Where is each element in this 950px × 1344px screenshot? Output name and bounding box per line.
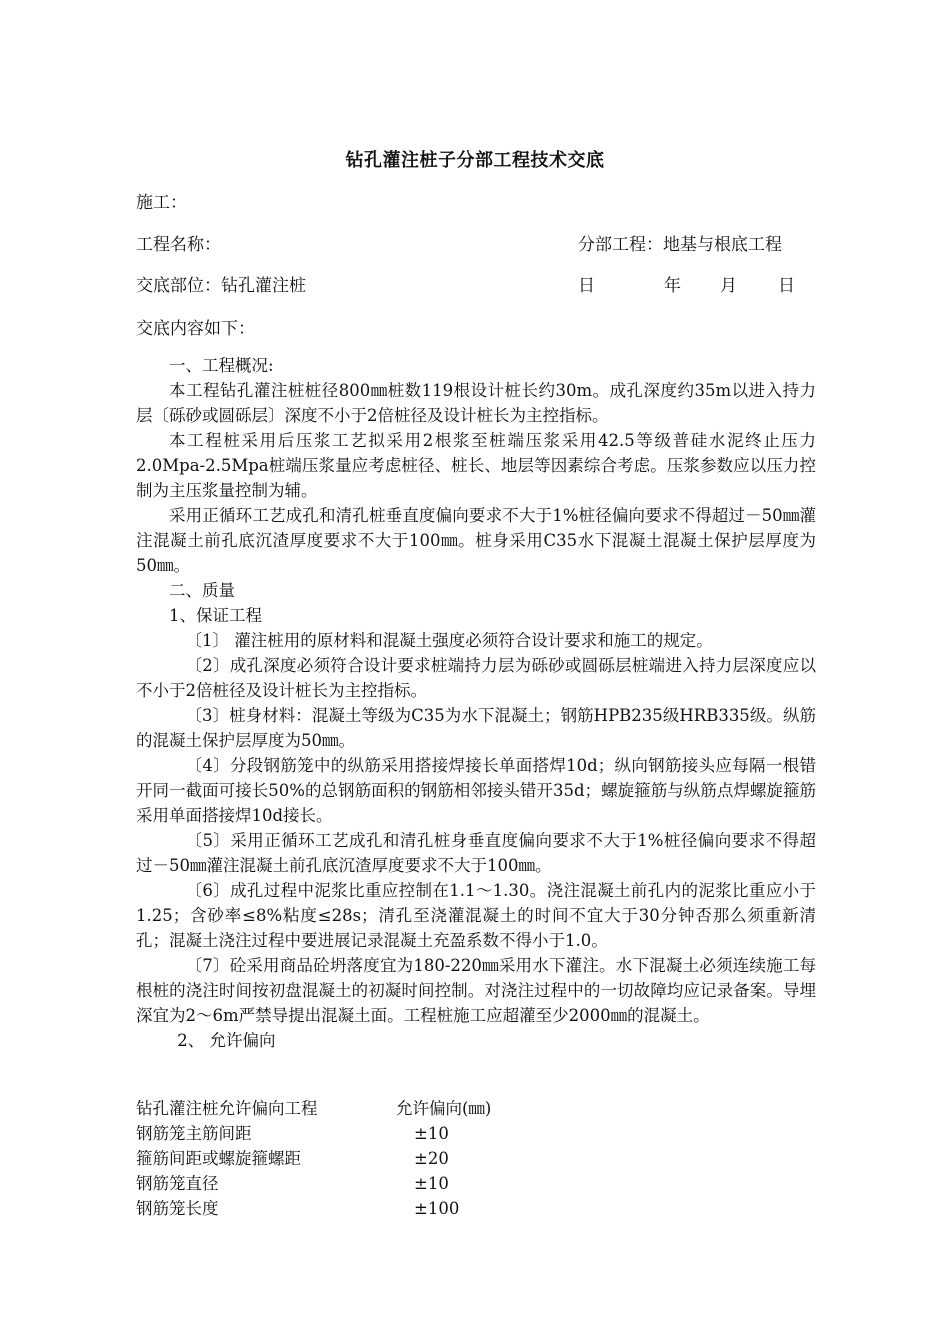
table-cell-value: ±20 bbox=[414, 1149, 449, 1168]
date-day2-label: 日 bbox=[778, 276, 795, 296]
table-cell-value: ±10 bbox=[414, 1124, 449, 1143]
table-cell-value: ±100 bbox=[414, 1199, 460, 1218]
section-2-heading: 二、质量 bbox=[169, 581, 235, 600]
item-6: 〔6〕成孔过程中泥浆比重应控制在1.1～1.30。浇注混凝土前孔内的泥浆比重应小于1.25；含砂率≤8%粘度≤28s；清孔至浇灌混凝土的时间不宜大于30分钟否那么须重新清孔；混凝土浇注过程中要进展记录混凝土充盈系数不得小于1.0。 bbox=[136, 881, 816, 950]
content-intro: 交底内容如下： bbox=[136, 319, 255, 339]
sub-project: 分部工程：地基与根底工程 bbox=[578, 235, 782, 255]
table-cell-item: 钢筋笼长度 bbox=[136, 1199, 219, 1218]
item-2: 〔2〕成孔深度必须符合设计要求桩端持力层为砾砂或圆砾层桩端进入持力层深度应以不小于2倍桩径及设计桩长为主控指标。 bbox=[136, 656, 816, 700]
date-month-label: 月 bbox=[720, 276, 737, 296]
table-cell-value: ±10 bbox=[414, 1174, 449, 1193]
section-1-paragraph-2: 本工程桩采用后压浆工艺拟采用2根浆至桩端压浆采用42.5等级普硅水泥终止压力2.0Mpa-2.5Mpa桩端压浆量应考虑桩径、桩长、地层等因素综合考虑。压浆参数应以压力控制为主压浆量控制为辅。 bbox=[136, 431, 816, 500]
document-title: 钻孔灌注桩子分部工程技术交底 bbox=[345, 150, 605, 171]
section-2-sub-2: 2、 允许偏向 bbox=[177, 1031, 276, 1050]
date-year-label: 年 bbox=[664, 276, 681, 296]
section-1-paragraph-3: 采用正循环工艺成孔和清孔桩垂直度偏向要求不大于1%桩径偏向要求不得超过－50㎜灌注混凝土前孔底沉渣厚度要求不大于100㎜。桩身采用C35水下混凝土混凝土保护层厚度为50㎜。 bbox=[136, 506, 816, 575]
item-5: 〔5〕采用正循环工艺成孔和清孔桩身垂直度偏向要求不大于1%桩径偏向要求不得超过－50㎜灌注混凝土前孔底沉渣厚度要求不大于100㎜。 bbox=[136, 831, 816, 875]
section-1-paragraph-1: 本工程钻孔灌注桩桩径800㎜桩数119根设计桩长约30m。成孔深度约35m以进入持力层〔砾砂或圆砾层〕深度不小于2倍桩径及设计桩长为主控指标。 bbox=[136, 381, 816, 425]
document-body bbox=[136, 353, 816, 1053]
table-cell-item: 钢筋笼主筋间距 bbox=[136, 1124, 252, 1143]
table-cell-item: 钢筋笼直径 bbox=[136, 1174, 219, 1193]
section-1-heading: 一、工程概况: bbox=[169, 356, 274, 375]
item-4: 〔4〕分段钢筋笼中的纵筋采用搭接焊接长单面搭焊10d；纵向钢筋接头应每隔一根错开同一截面可接长50%的总钢筋面积的钢筋相邻接头错开35d；螺旋箍筋与纵筋点焊螺旋箍筋采用单面搭接焊10d接长。 bbox=[136, 756, 816, 825]
item-7: 〔7〕砼采用商品砼坍落度宜为180-220㎜采用水下灌注。水下混凝土必须连续施工每根桩的浇注时间按初盘混凝土的初凝时间控制。对浇注过程中的一切故障均应记录备案。导埋深宜为2～6m严禁导提出混凝土面。工程桩施工应超灌至少2000㎜的混凝土。 bbox=[136, 956, 816, 1025]
construction-label: 施工： bbox=[136, 193, 187, 213]
handover-location: 交底部位：钻孔灌注桩 bbox=[136, 276, 306, 296]
item-1: 〔1〕 灌注桩用的原材料和混凝土强度必须符合设计要求和施工的规定。 bbox=[185, 631, 713, 650]
section-2-sub-1: 1、保证工程 bbox=[169, 606, 262, 625]
table-cell-item: 箍筋间距或螺旋箍螺距 bbox=[136, 1149, 301, 1168]
item-3: 〔3〕桩身材料：混凝土等级为C35为水下混凝土；钢筋HPB235级HRB335级。纵筋的混凝土保护层厚度为50㎜。 bbox=[136, 706, 816, 750]
date-day-label: 日 bbox=[578, 276, 595, 296]
table-header-value: 允许偏向(㎜) bbox=[396, 1099, 492, 1118]
project-name-label: 工程名称： bbox=[136, 235, 221, 255]
table-header-item: 钻孔灌注桩允许偏向工程 bbox=[136, 1099, 318, 1118]
